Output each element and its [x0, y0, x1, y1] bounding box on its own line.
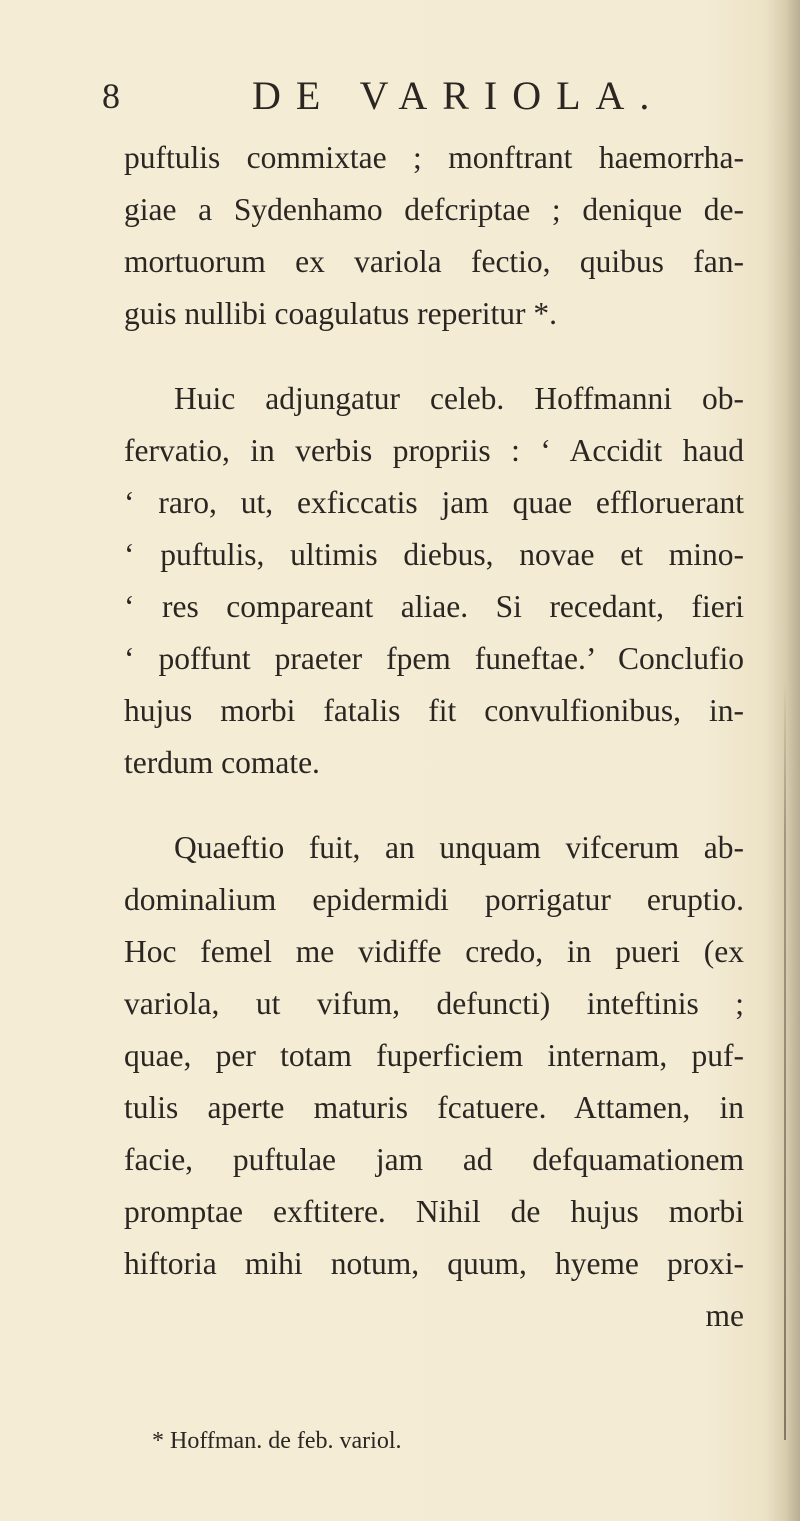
text-line: tulis aperte maturis fcatuere. Attamen, in	[124, 1090, 744, 1125]
text-line: mortuorum ex variola fectio, quibus fan-	[124, 244, 744, 279]
text-line: Quaeftio fuit, an unquam vifcerum ab-	[174, 830, 744, 865]
text-line: ‘ raro, ut, exficcatis jam quae effloruerant	[124, 485, 744, 520]
text-line: guis nullibi coagulatus reperitur *.	[124, 296, 558, 331]
catchword: me	[705, 1298, 744, 1333]
text-line: promptae exftitere. Nihil de hujus morbi	[124, 1194, 744, 1229]
text-line: ‘ poffunt praeter fpem funeftae.’ Conclufio	[124, 641, 744, 676]
text-line: terdum comate.	[124, 745, 320, 780]
page-edge-shadow	[764, 0, 800, 1521]
running-head: DE VARIOLA.	[252, 73, 665, 118]
text-line: ‘ res compareant aliae. Si recedant, fieri	[124, 589, 744, 624]
page-edge-line	[784, 680, 786, 1440]
page-header	[102, 72, 702, 122]
text-line: Hoc femel me vidiffe credo, in pueri (ex	[124, 934, 744, 969]
text-line: hiftoria mihi notum, quum, hyeme proxi-	[124, 1246, 744, 1281]
text-line: facie, puftulae jam ad defquamationem	[124, 1142, 744, 1177]
footnote: * Hoffman. de feb. variol.	[152, 1428, 402, 1454]
text-line: dominalium epidermidi porrigatur eruptio.	[124, 882, 744, 917]
text-line: hujus morbi fatalis fit convulfionibus, in-	[124, 693, 744, 728]
text-line: giae a Sydenhamo defcriptae ; denique de-	[124, 192, 744, 227]
text-line: fervatio, in verbis propriis : ‘ Accidit haud	[124, 433, 744, 468]
paragraph-1	[124, 132, 744, 340]
text-line: variola, ut vifum, defuncti) inteftinis ;	[124, 986, 744, 1021]
text-line: Huic adjungatur celeb. Hoffmanni ob-	[174, 381, 744, 416]
body-text	[124, 132, 744, 1342]
paragraph-3	[124, 822, 744, 1342]
paragraph-gap	[124, 789, 744, 822]
page-number: 8	[102, 76, 120, 116]
text-line: ‘ puftulis, ultimis diebus, novae et mino-	[124, 537, 744, 572]
text-line: puftulis commixtae ; monftrant haemorrha-	[124, 140, 744, 175]
text-line: quae, per totam fuperficiem internam, puf-	[124, 1038, 744, 1073]
paragraph-gap	[124, 340, 744, 373]
paragraph-2	[124, 373, 744, 789]
